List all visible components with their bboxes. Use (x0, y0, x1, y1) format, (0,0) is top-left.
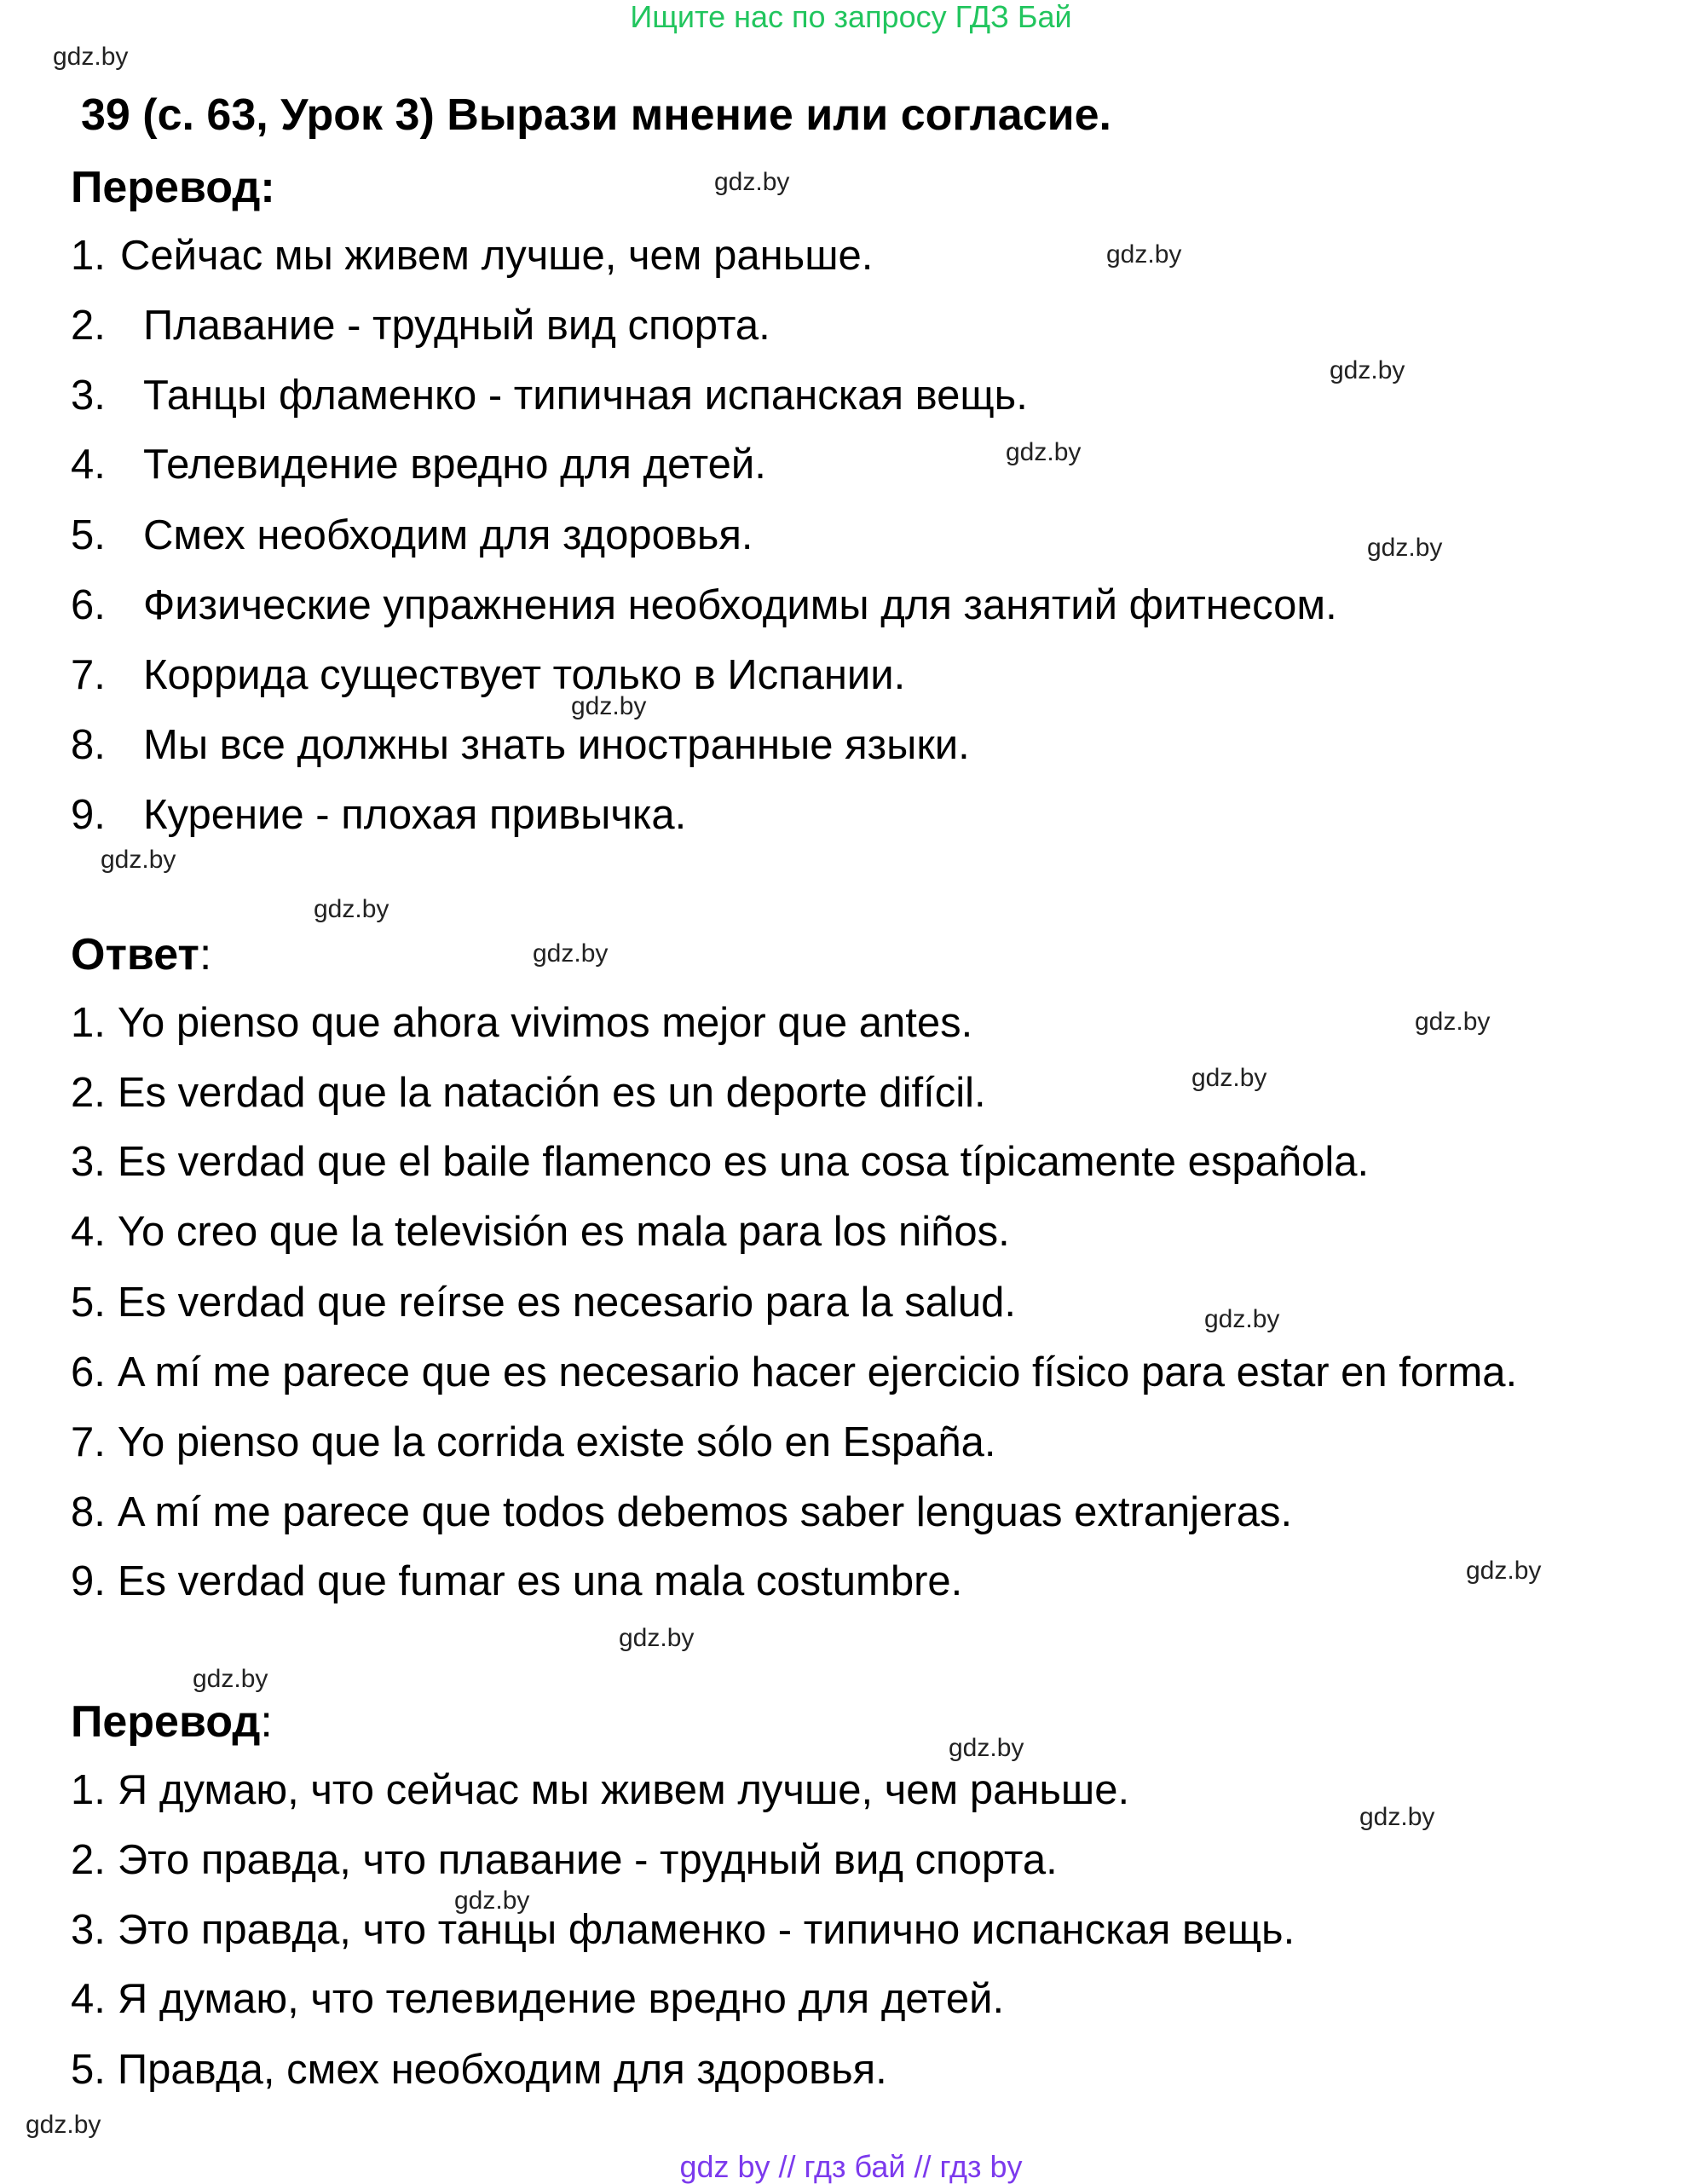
heading-text: Перевод (71, 1697, 261, 1747)
watermark: gdz.by (949, 1734, 1024, 1762)
watermark: gdz.by (1006, 438, 1082, 466)
watermark: gdz.by (1367, 534, 1443, 562)
list-item (71, 1135, 1369, 1189)
footer-links: gdz by // гдз бай // гдз by (679, 2149, 1023, 2184)
watermark: gdz.by (1330, 356, 1405, 384)
item-text: A mí me parece que todos debemos saber lenguas extranjeras. (117, 1489, 1293, 1535)
list-item (71, 228, 873, 283)
item-number: 7. (71, 1419, 106, 1465)
list-item (71, 437, 766, 492)
item-number: 4. (71, 442, 106, 488)
item-number: 5. (71, 2047, 106, 2093)
item-number: 1. (71, 1000, 106, 1046)
item-text: Телевидение вредно для детей. (143, 442, 766, 488)
watermark: gdz.by (101, 846, 176, 874)
list-item (71, 996, 972, 1050)
item-text: Yo pienso que ahora vivimos mejor que antes. (117, 1000, 973, 1046)
item-number: 6. (71, 1349, 106, 1395)
item-number: 2. (71, 1070, 106, 1116)
watermark: gdz.by (26, 2111, 101, 2139)
item-text: Я думаю, что сейчас мы живем лучше, чем раньше. (117, 1767, 1130, 1813)
item-text: Коррида существует только в Испании. (143, 652, 906, 698)
item-text: Мы все должны знать иностранные языки. (143, 722, 970, 768)
section-heading-answer (71, 927, 211, 982)
item-number: 4. (71, 1976, 106, 2022)
watermark: gdz.by (1204, 1305, 1280, 1333)
watermark: gdz.by (533, 939, 609, 968)
item-text: Es verdad que el baile flamenco es una cosa típicamente española. (117, 1139, 1370, 1185)
item-number: 3. (71, 1139, 106, 1185)
list-item (71, 1066, 986, 1120)
item-text: Это правда, что танцы фламенко - типично испанская вещь. (117, 1907, 1295, 1953)
item-number: 1. (71, 1767, 106, 1813)
watermark: gdz.by (714, 168, 790, 196)
list-item (71, 368, 1028, 423)
section-heading-translation-2 (71, 1695, 273, 1749)
item-number: 6. (71, 582, 106, 628)
item-number: 9. (71, 792, 106, 838)
item-text: Смех необходим для здоровья. (143, 512, 753, 558)
list-item (71, 1415, 995, 1470)
list-item (71, 1903, 1295, 1957)
item-text: Es verdad que la natación es un deporte difícil. (117, 1070, 986, 1116)
heading-colon: : (260, 1697, 273, 1747)
item-text: A mí me parece que es necesario hacer ejercicio físico para estar en forma. (117, 1349, 1518, 1395)
heading-colon: : (260, 163, 275, 212)
list-item (71, 1275, 1016, 1330)
exercise-title: 39 (с. 63, Урок 3) Вырази мнение или согласие. (81, 90, 1111, 140)
item-number: 1. (71, 233, 106, 279)
watermark: gdz.by (619, 1624, 695, 1652)
list-item (71, 508, 753, 563)
item-text: Es verdad que fumar es una mala costumbre. (117, 1558, 963, 1604)
item-number: 2. (71, 303, 106, 349)
heading-colon: : (199, 930, 212, 979)
watermark: gdz.by (454, 1886, 530, 1915)
item-number: 4. (71, 1209, 106, 1255)
item-number: 8. (71, 1489, 106, 1535)
list-item (71, 298, 770, 353)
item-text: Es verdad que reírse es necesario para la salud. (117, 1280, 1016, 1326)
item-text: Танцы фламенко - типичная испанская вещь. (143, 373, 1028, 419)
list-item (71, 1205, 1010, 1259)
heading-text: Ответ (71, 930, 199, 979)
list-item (71, 1763, 1129, 1817)
watermark: gdz.by (1415, 1008, 1491, 1036)
item-text: Плавание - трудный вид спорта. (143, 303, 770, 349)
item-text: Yo creo que la televisión es mala para los niños. (117, 1209, 1010, 1255)
list-item (71, 648, 905, 702)
watermark: gdz.by (1359, 1803, 1435, 1831)
item-text: Это правда, что плавание - трудный вид спорта. (117, 1837, 1058, 1883)
item-text: Курение - плохая привычка. (143, 792, 687, 838)
list-item (71, 788, 686, 842)
item-number: 7. (71, 652, 106, 698)
list-item (71, 2042, 887, 2097)
item-number: 3. (71, 373, 106, 419)
item-number: 2. (71, 1837, 106, 1883)
item-text: Физические упражнения необходимы для занятий фитнесом. (143, 582, 1337, 628)
item-number: 8. (71, 722, 106, 768)
watermark: gdz.by (1466, 1557, 1542, 1585)
list-item (71, 578, 1337, 633)
watermark: gdz.by (571, 692, 647, 720)
search-banner: Ищите нас по запросу ГДЗ Бай (630, 0, 1072, 34)
item-number: 9. (71, 1558, 106, 1604)
list-item (71, 1972, 1004, 2026)
section-heading-translation-1 (71, 160, 275, 215)
watermark: gdz.by (53, 43, 129, 71)
watermark: gdz.by (1106, 240, 1182, 269)
list-item (71, 1554, 962, 1609)
item-number: 3. (71, 1907, 106, 1953)
list-item (71, 1345, 1517, 1400)
item-text: Я думаю, что телевидение вредно для детей. (117, 1976, 1005, 2022)
watermark: gdz.by (193, 1665, 268, 1693)
item-text: Сейчас мы живем лучше, чем раньше. (120, 233, 874, 279)
list-item (71, 1833, 1058, 1887)
item-number: 5. (71, 1280, 106, 1326)
heading-text: Перевод (71, 163, 261, 212)
watermark: gdz.by (1191, 1064, 1267, 1092)
watermark: gdz.by (314, 895, 389, 923)
item-number: 5. (71, 512, 106, 558)
item-text: Yo pienso que la corrida existe sólo en España. (117, 1419, 996, 1465)
item-text: Правда, смех необходим для здоровья. (117, 2047, 887, 2093)
list-item (71, 1485, 1292, 1540)
list-item (71, 718, 970, 772)
